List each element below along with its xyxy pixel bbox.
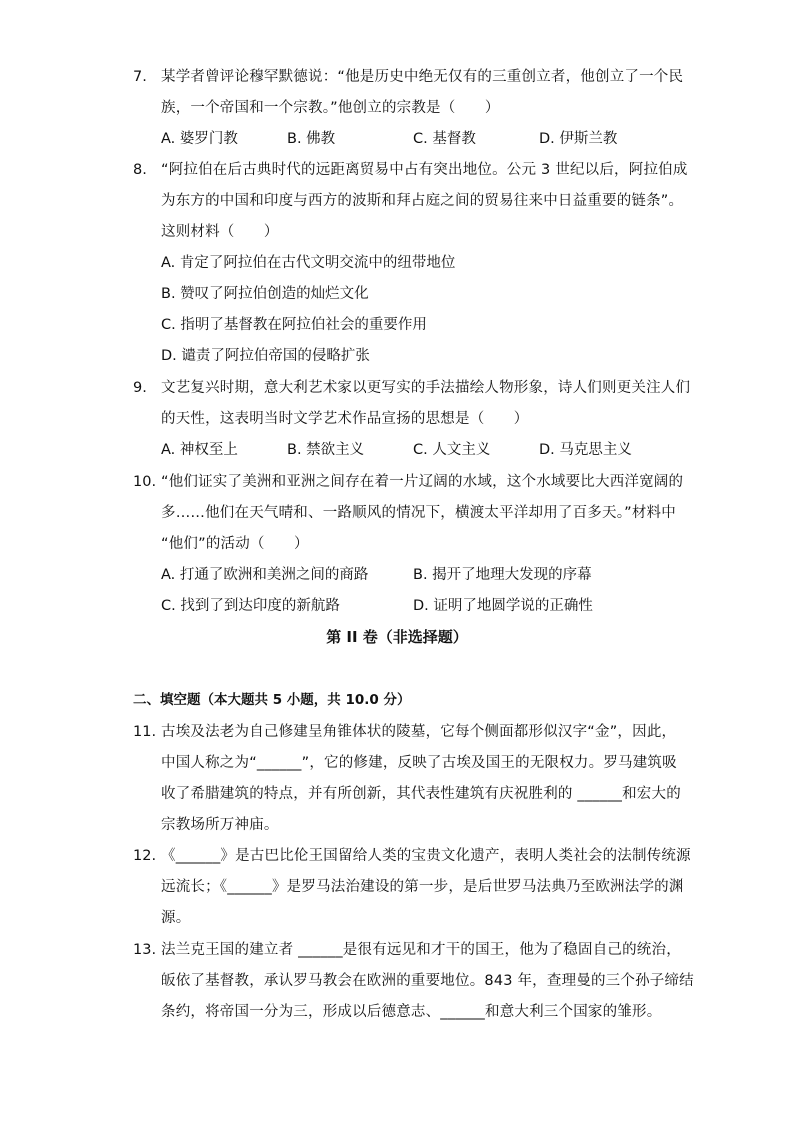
option-a[interactable]: A. 打通了欧洲和美洲之间的商路 <box>161 567 369 583</box>
question-text-line: 法兰克王国的建立者 ______是很有远见和才干的国王，他为了稳固自己的统治， <box>161 942 681 958</box>
option-a[interactable]: A. 神权至上 <box>161 442 238 458</box>
question-text-line: 文艺复兴时期，意大利艺术家以更写实的手法描绘人物形象，诗人们则更关注人们 <box>161 380 691 396</box>
option-b[interactable]: B. 赞叹了阿拉伯创造的灿烂文化 <box>161 286 369 302</box>
question-text-line: “他们”的活动（ ） <box>161 536 309 552</box>
option-a[interactable]: A. 肯定了阿拉伯在古代文明交流中的纽带地位 <box>161 255 456 271</box>
question-text-line: 中国人称之为“______”，它的修建，反映了古埃及国王的无限权力。罗马建筑吸 <box>161 755 677 771</box>
question-number: 10. <box>133 474 157 490</box>
question-number: 11. <box>133 724 157 740</box>
question-number: 9. <box>133 380 147 396</box>
option-b[interactable]: B. 禁欲主义 <box>287 442 365 458</box>
question-text-line: 这则材料（ ） <box>161 224 279 240</box>
part-title: 第 II 卷（非选择题） <box>326 628 468 646</box>
option-d[interactable]: D. 谴责了阿拉伯帝国的侵略扩张 <box>161 348 370 364</box>
question-number: 13. <box>133 942 157 958</box>
option-b[interactable]: B. 佛教 <box>287 131 336 147</box>
question-text-line: 族，一个帝国和一个宗教。”他创立的宗教是（ ） <box>161 100 500 116</box>
option-c[interactable]: C. 基督教 <box>413 131 476 147</box>
question-text-line: “他们证实了美洲和亚洲之间存在着一片辽阔的水域，这个水域要比大西洋宽阔的 <box>161 474 684 490</box>
option-d[interactable]: D. 证明了地圆学说的正确性 <box>413 598 593 614</box>
question-text-line: 条约，将帝国一分为三，形成以后德意志、______和意大利三个国家的雏形。 <box>161 1004 662 1020</box>
question-text-line: 远流长；《______》是罗马法治建设的第一步，是后世罗马法典乃至欧洲法学的渊 <box>161 879 684 895</box>
option-d[interactable]: D. 伊斯兰教 <box>539 131 618 147</box>
question-text-line: “阿拉伯在后古典时代的远距离贸易中占有突出地位。公元 3 世纪以后，阿拉伯成 <box>161 162 688 178</box>
option-c[interactable]: C. 人文主义 <box>413 442 491 458</box>
question-number: 7. <box>133 69 147 85</box>
question-text-line: 古埃及法老为自己修建呈角锥体状的陵墓，它每个侧面都形似汉字“金”，因此， <box>161 724 677 740</box>
question-text-line: 为东方的中国和印度与西方的波斯和拜占庭之间的贸易往来中日益重要的链条”。 <box>161 193 684 209</box>
question-number: 12. <box>133 848 157 864</box>
question-text-line: 多……他们在天气晴和、一路顺风的情况下，横渡太平洋却用了百多天。”材料中 <box>161 505 676 521</box>
question-text-line: 《______》是古巴比伦王国留给人类的宝贵文化遗产，表明人类社会的法制传统源 <box>161 848 691 864</box>
question-text-line: 收了希腊建筑的特点，并有所创新，其代表性建筑有庆祝胜利的 ______和宏大的 <box>161 786 681 802</box>
question-text-line: 源。 <box>161 910 191 926</box>
question-text-line: 皈依了基督教，承认罗马教会在欧洲的重要地位。843 年，查理曼的三个孙子缔结 <box>161 973 694 989</box>
question-number: 8. <box>133 162 147 178</box>
option-a[interactable]: A. 婆罗门教 <box>161 131 238 147</box>
question-text-line: 某学者曾评论穆罕默德说：“他是历史中绝无仅有的三重创立者，他创立了一个民 <box>161 69 684 85</box>
option-b[interactable]: B. 揭开了地理大发现的序幕 <box>413 567 592 583</box>
question-text-line: 宗教场所万神庙。 <box>161 817 279 833</box>
option-d[interactable]: D. 马克思主义 <box>539 442 632 458</box>
question-text-line: 的天性，这表明当时文学艺术作品宣扬的思想是（ ） <box>161 411 529 427</box>
option-c[interactable]: C. 找到了到达印度的新航路 <box>161 598 340 614</box>
option-c[interactable]: C. 指明了基督教在阿拉伯社会的重要作用 <box>161 317 427 333</box>
section-heading: 二、填空题（本大题共 5 小题，共 10.0 分） <box>133 692 411 708</box>
